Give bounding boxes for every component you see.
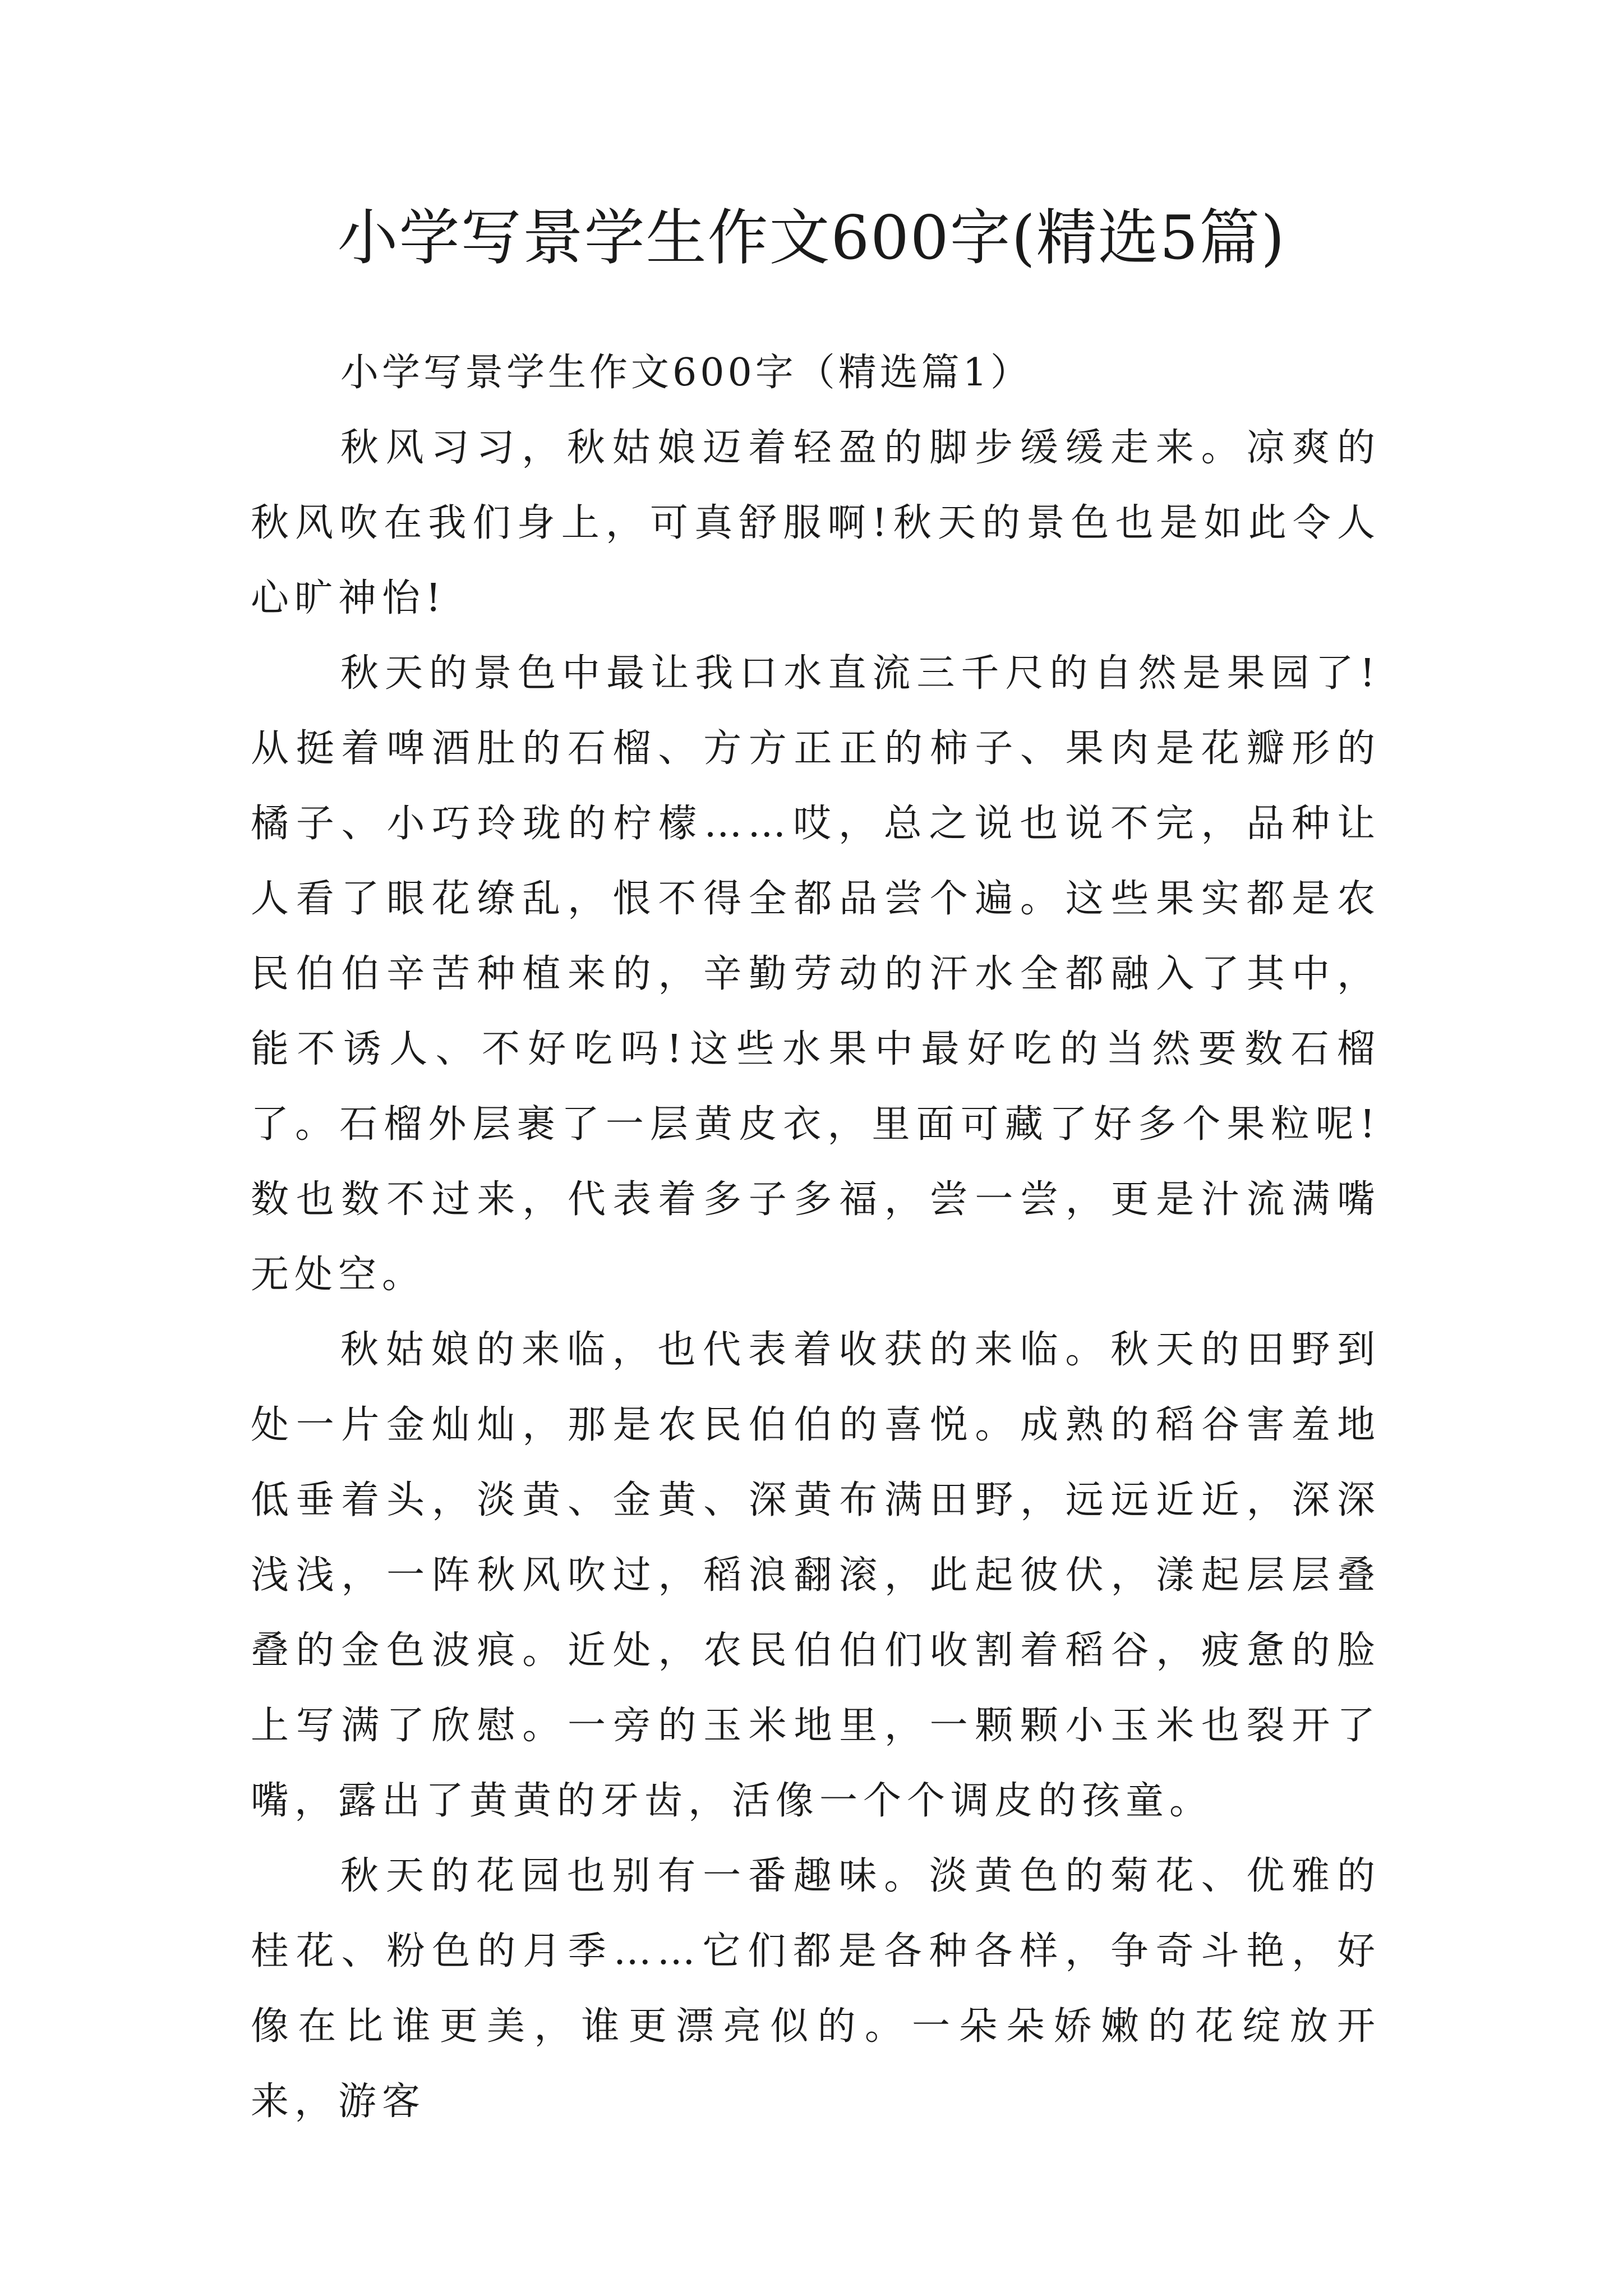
section-heading: 小学写景学生作文600字（精选篇1） [340, 351, 1032, 395]
paragraph-3: 秋姑娘的来临，也代表着收获的来临。秋天的田野到处一片金灿灿，那是农民伯伯的喜悦。成熟的稻谷害羞地低垂着头，淡黄、金黄、深黄布满田野，远远近近，深深浅浅，一阵秋风吹过，稻浪翻滚，此起彼伏，漾起层层叠叠的金色波痕。近处，农民伯伯们收割着稻谷，疲惫的脸上写满了欣慰。一旁的玉米地里，一颗颗小玉米也裂开了嘴，露出了黄黄的牙齿，活像一个个调皮的孩童。 [251, 1328, 1381, 1823]
document-body [251, 335, 1381, 2139]
paragraph-2: 秋天的景色中最让我口水直流三千尺的自然是果园了!从挺着啤酒肚的石榴、方方正正的柿子、果肉是花瓣形的橘子、小巧玲珑的柠檬……哎，总之说也说不完，品种让人看了眼花缭乱，恨不得全都品尝个遍。这些果实都是农民伯伯辛苦种植来的，辛勤劳动的汗水全都融入了其中，能不诱人、不好吃吗!这些水果中最好吃的当然要数石榴了。石榴外层裹了一层黄皮衣，里面可藏了好多个果粒呢!数也数不过来，代表着多子多福，尝一尝，更是汁流满嘴无处空。 [251, 651, 1381, 1297]
paragraph-4: 秋天的花园也别有一番趣味。淡黄色的菊花、优雅的桂花、粉色的月季……它们都是各种各样，争奇斗艳，好像在比谁更美，谁更漂亮似的。一朵朵娇嫩的花绽放开来，游客 [251, 1854, 1381, 2124]
paragraph-1: 秋风习习，秋姑娘迈着轻盈的脚步缓缓走来。凉爽的秋风吹在我们身上，可真舒服啊!秋天的景色也是如此令人心旷神怡! [251, 426, 1381, 620]
document-title: 小学写景学生作文600字(精选5篇) [337, 203, 1286, 273]
